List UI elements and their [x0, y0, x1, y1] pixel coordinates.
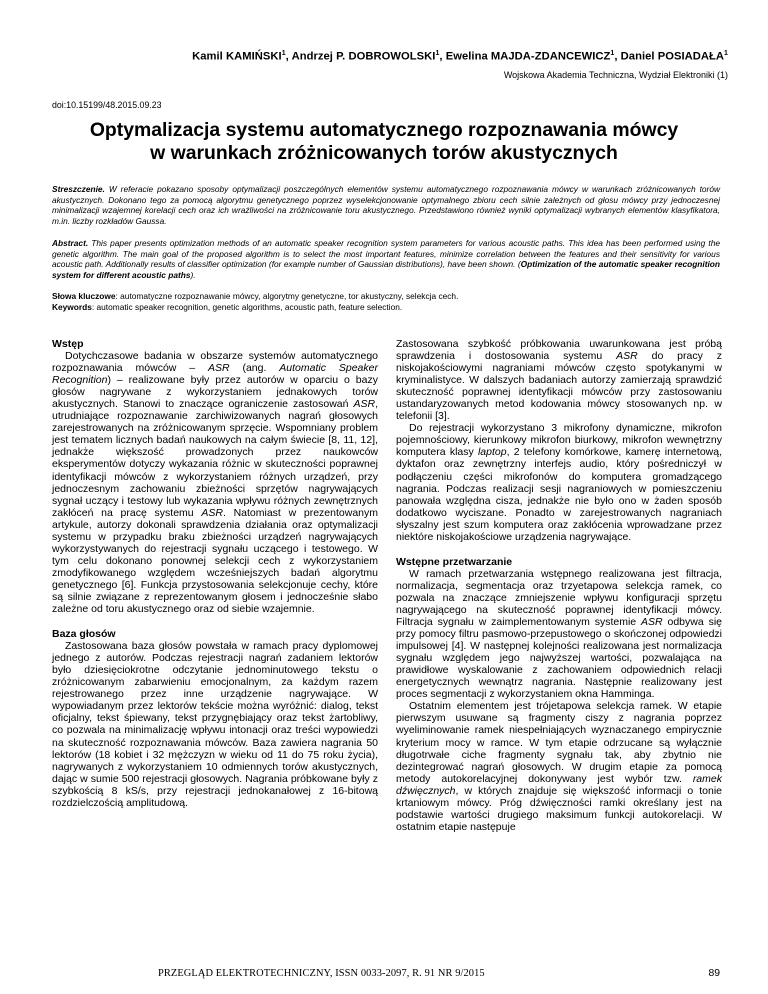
- streszczenie-text: W referacie pokazano sposoby optymalizacji poszczególnych elementów systemu automatycznego rozpoznawania mówcy w warunkach zróżnicowanych torów akustycznych. Dokonano tego za pomocą algorytmu genetycznego poprzez wyselekcjonowanie optymalnego zbioru cech silnie zależnych od głosu mówcy przy jednoczesnej minimalizacji wzajemnej korelacji cech oraz ich wrażliwości na zróżnicowanie toru akustycznego. Przedstawiono również wyniki optymalizacji wybranych elementów klasyfikatora, m.in. liczby rozkładów Gaussa.: [52, 184, 720, 226]
- doi-link[interactable]: doi:10.15199/48.2015.09.23: [52, 100, 162, 110]
- paragraph-sampling: [396, 338, 722, 422]
- keywords-english-label: Keywords: [52, 302, 92, 312]
- author-sep: ,: [285, 50, 292, 63]
- author-list: [40, 50, 728, 63]
- author-name: Andrzej P. DOBROWOLSKI: [291, 50, 436, 63]
- right-column: [396, 338, 722, 833]
- text-run: ) – realizowane były przez autorów w oparciu o bazy głosów nagrywane z wykorzystaniem jednakowych torów akustycznych. Stanowi to znaczące ograniczenie zastosowań: [52, 374, 378, 411]
- abstract-end: ).: [190, 269, 196, 280]
- text-run: odbywa się przy pomocy filtru pasmowo-przepustowego o skończonej odpowiedzi impulsowej [4]. W następnej kolejności realizowana jest normalizacja sygnału względem jego najwyższej wartości, pozwalająca na prawidłowe wyskalowanie z zachowaniem odpowiednich relacji energetycznych wewnątrz nagrania. Następnie realizowany jest proces segmentacji z wykorzystaniem okna Hamminga.: [396, 616, 722, 701]
- text-run: Zastosowana szybkość próbkowania uwarunkowana jest próbą sprawdzenia i dostosowania systemu: [396, 338, 722, 363]
- section-heading-baza: Baza głosów: [52, 628, 116, 641]
- keywords-english-text: : automatic speaker recognition, genetic algorithms, acoustic path, feature selection.: [91, 302, 403, 312]
- author-sep: ,: [614, 50, 621, 63]
- author-name: Kamil KAMIŃSKI: [192, 50, 282, 63]
- abstract-text: This paper presents optimization methods of an automatic speaker recognition system parameters for various acoustic paths. This idea has been performed using the genetic algorithm. The main goal of the proposed algorithm is to select the most important features, minimize correlation between the features and their sensitivity for various acoustic path. Additionally results of classifier optimization (for example number of Gaussian distributions), have been shown. (: [52, 238, 720, 270]
- author-affil-sup: 1: [610, 50, 615, 57]
- abstract-label: Abstract.: [52, 238, 89, 248]
- keywords-english: [52, 302, 720, 313]
- journal-footer: PRZEGLĄD ELEKTROTECHNICZNY, ISSN 0033-2097, R. 91 NR 9/2015: [158, 968, 485, 979]
- text-run: . Natomiast w prezentowanym artykule, autorzy dokonali sprawdzenia działania oraz optymalizacji systemu w przypadku braku zbieżności urządzeń nagrywających wykorzystywanych do rejestracji sygnału uczącego i testowego. W tym celu dokonano ponownej selekcji cech z wykorzystaniem zmodyfikowanego względem wcześniejszych badań algorytmu genetycznego [6]. Funkcja przystosowania selekcjonuje cechy, które są silnie związane z reprezentowanym głosem i jednocześnie słabo zależne od toru akustycznego oraz od siebie wzajemnie.: [52, 506, 378, 616]
- paragraph-preprocessing: [396, 568, 722, 701]
- italic-term: ramek dźwięcznych: [396, 772, 722, 797]
- text-run: , utrudniające rozpoznawanie zarchiwizowanych nagrań głosowych zarejestrowanych na zróżnicowanym sprzęcie. Wspomniany problem jest tematem licznych badań naukowych na całym świecie [8, 11, 12], jednakże większość prowadzonych przez naukowców eksperymentów dotyczy wykazania różnic w skuteczności poprawnej identyfikacji mówców z wykorzystaniem różnych urządzeń, przy jednoczesnym zachowaniu zbieżności sprzętów nagrywających sygnał uczący i testowy lub wykazania wpływu różnych zewnętrznych zakłóceń na pracę systemu: [52, 398, 378, 519]
- page-number: 89: [708, 968, 720, 979]
- paragraph-baza: Zastosowana baza głosów powstała w ramach pracy dyplomowej jednego z autorów. Podczas rejestracji nagrań zadaniem lektorów było dziesięciokrotne odczytanie jednominutowego tekstu o zróżnicowanym zabarwieniu emocjonalnym, za każdym razem rejestrowanego przez inne urządzenie nagrywające. W wypowiadanym przez lektorów tekście można wyróżnić: dialog, tekst oficjalny, tekst śpiewany, tekst przygnębiający oraz tekst żartobliwy, co pozwala na minimalizację wpływu intonacji oraz treści wypowiedzi na skuteczność rozpoznawania mówców. Baza zawiera nagrania 50 lektorów (18 kobiet i 32 mężczyzn w wieku od 11 do 75 roku życia), nagrywanych z wykorzystaniem 10 odmiennych torów akustycznych, dając w sumie 500 rejestracji głosowych. Nagrania próbkowane były z szybkością 8 kS/s, przy rejestracji jednokanałowej z 16-bitową rozdzielczością amplitudową.: [52, 640, 378, 809]
- keywords-polish-text: : automatyczne rozpoznawanie mówcy, algorytmy genetyczne, tor akustyczny, selekcja cech.: [115, 291, 459, 301]
- paragraph-frame-selection: [396, 700, 722, 833]
- keywords-polish: [52, 291, 720, 302]
- author-name: Ewelina MAJDA-ZDANCEWICZ: [445, 50, 611, 63]
- italic-term: ASR: [616, 350, 638, 363]
- italic-term: Automatic Speaker Recognition: [52, 362, 378, 387]
- text-run: do pracy z niskojakościowymi nagraniami mówców często spotykanymi w kryminalistyce. W dalszych badaniach autorzy zamierzają sprawdzić skuteczność poprawnej identyfikacji mówców przy zastosowaniu ustandaryzowanych metod kodowania mówcy stosowanych np. w telefonii [3].: [396, 350, 722, 423]
- title-line-2: w warunkach zróżnicowanych torów akustycznych: [150, 142, 618, 164]
- text-run: , w których znajduje się większość informacji o tonie krtaniowym mówcy. Próg dźwięczności ramki określany jest na podstawie wartości drugiego maksimum funkcji autokorelacji. W ostatnim etapie następuje: [396, 784, 722, 833]
- author-sep: ,: [439, 50, 446, 63]
- paragraph-wstep: [52, 350, 378, 615]
- text-run: Ostatnim elementem jest trójetapowa selekcja ramek. W etapie pierwszym usuwane są fragmenty ciszy z nagrania poprzez wyeliminowanie ramek niespełniających wyznaczanego empirycznie kryterium mocy w ramce. W tym etapie odrzucane są wyłącznie długotrwałe ciche fragmenty sygnału tak, aby zbytnio nie dezintegrować nagrań głosowych. W drugim etapie za pomocą metody autokorelacyjnej dokonywany jest wybór tzw.: [396, 700, 722, 785]
- affiliation: Wojskowa Akademia Techniczna, Wydział Elektroniki (1): [503, 70, 728, 80]
- abstract-paragraph: [52, 238, 720, 280]
- paper-title: [40, 119, 728, 165]
- author-affil-sup: 1: [435, 50, 440, 57]
- text-run: W ramach przetwarzania wstępnego realizowana jest filtracja, normalizacja, segmentacja oraz trzyetapowa selekcja ramek, co pozwala na znaczące zmniejszenie wpływu konfiguracji sprzętu nagrywającego na skuteczność poprawnej identyfikacji mówcy. Filtracja sygnału w zaimplementowanym systemie: [396, 567, 722, 629]
- text-run: Dotychczasowe badania w obszarze systemów automatycznego rozpoznawania mówców –: [52, 350, 378, 375]
- author-affil-sup: 1: [281, 50, 286, 57]
- text-run: (ang.: [229, 362, 280, 375]
- streszczenie-label: Streszczenie.: [52, 184, 105, 194]
- text-run: Do rejestracji wykorzystano 3 mikrofony dynamiczne, mikrofon pojemnościowy, kierunkowy mikrofon biurkowy, mikrofon wewnętrzny komputera klasy: [396, 422, 722, 459]
- italic-term: ASR: [641, 616, 663, 629]
- italic-term: ASR: [201, 506, 223, 519]
- italic-term: laptop: [477, 446, 507, 459]
- section-heading-wstep: Wstęp: [52, 338, 84, 350]
- italic-term: ASR: [207, 362, 230, 375]
- text-run: , 2 telefony komórkowe, kamerę internetową, dyktafon oraz zewnętrzny interfejs audio, który pośredniczył w podłączeniu części mikrofonów do komputera gromadzącego nagrania. Podczas realizacji sesji nagraniowych w pomieszczeniu panowała względna cisza, jednakże nie było ono w żaden sposób dodatkowo wyciszane. Ponadto w zarejestrowanych nagraniach słyszalny jest szum komputera oraz zakłócenia wprowadzane przez niektóre niskojakościowe urządzenia nagrywające.: [396, 446, 722, 543]
- keywords-polish-label: Słowa kluczowe: [52, 291, 116, 301]
- paragraph-microphones: [396, 422, 722, 542]
- section-heading-wstepne-przetwarzanie: Wstępne przetwarzanie: [396, 555, 513, 568]
- author-affil-sup: 1: [724, 50, 728, 57]
- abstract-english-title: Optimization of the automatic speaker recognition system for different acoustic paths: [52, 259, 721, 280]
- italic-term: ASR: [353, 398, 376, 411]
- title-line-1: Optymalizacja systemu automatycznego rozpoznawania mówcy: [89, 119, 679, 141]
- left-column: [52, 338, 378, 809]
- author-name: Daniel POSIADAŁA: [620, 50, 725, 63]
- streszczenie-paragraph: [52, 184, 720, 226]
